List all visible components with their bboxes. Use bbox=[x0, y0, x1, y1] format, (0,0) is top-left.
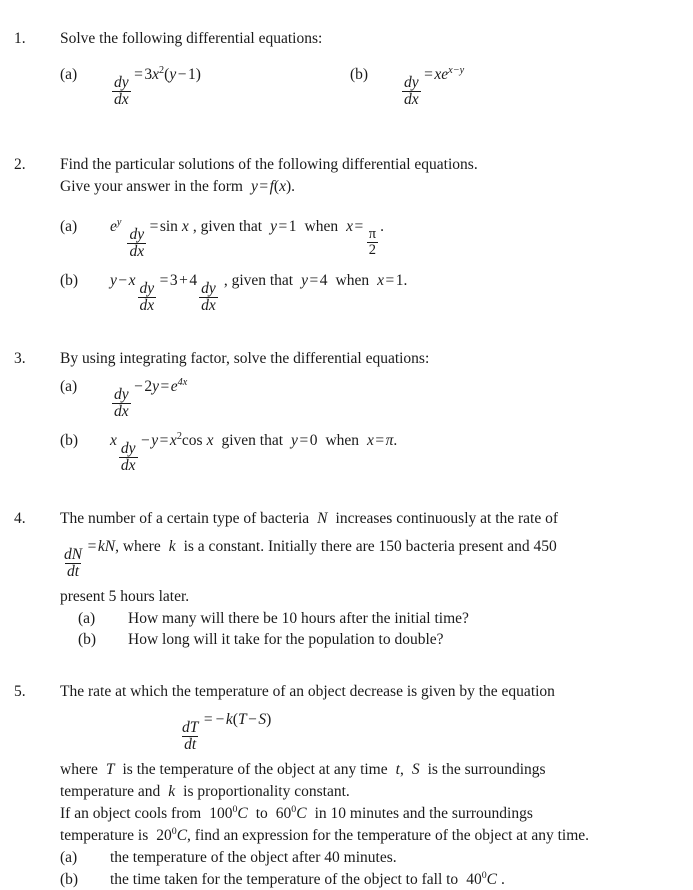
condition-x bbox=[346, 217, 380, 259]
fraction-denominator: dx bbox=[139, 296, 155, 314]
unit-celsius: C bbox=[237, 805, 248, 823]
question-2 bbox=[14, 154, 675, 314]
minus-sign: − bbox=[134, 377, 143, 395]
unit-celsius: C bbox=[486, 870, 497, 888]
fraction-denominator: dt bbox=[67, 562, 80, 580]
equals-sign: = bbox=[354, 217, 364, 235]
exponent: 4x bbox=[177, 376, 188, 388]
text-segment: the time taken for the temperature of the object to fall to bbox=[110, 870, 459, 888]
question-4-line-2 bbox=[60, 536, 675, 580]
text-segment: increases continuously at the rate of bbox=[335, 509, 559, 527]
fraction-denominator: dx bbox=[201, 296, 216, 314]
unit-celsius: C bbox=[296, 805, 307, 823]
question-4-part-a bbox=[60, 608, 675, 630]
paren-close: ) bbox=[266, 711, 272, 729]
question-3-part-a-equation bbox=[110, 376, 188, 420]
variable-x: x bbox=[181, 217, 189, 235]
exponent: 2 bbox=[176, 430, 182, 442]
question-4-line-1 bbox=[60, 508, 675, 530]
temperature-40C bbox=[466, 871, 497, 888]
question-4 bbox=[14, 508, 675, 651]
equals-sign: = bbox=[385, 271, 395, 289]
equals-sign: = bbox=[259, 177, 269, 195]
dy-dx-fraction bbox=[138, 281, 157, 314]
paren-close: ) bbox=[195, 66, 201, 83]
fraction-denominator: dx bbox=[114, 402, 129, 420]
text-segment: is a constant. Initially there are 150 bacteria present and 450 bbox=[183, 537, 557, 555]
equals-sign: = bbox=[299, 431, 309, 449]
minus-sign: − bbox=[215, 711, 225, 729]
text-segment: is the surroundings bbox=[427, 761, 546, 779]
question-2-part-a-label: (a) bbox=[60, 217, 78, 235]
minus-sign: − bbox=[141, 431, 150, 449]
value: 100 bbox=[209, 805, 233, 823]
dy-dx-fraction bbox=[112, 75, 131, 108]
dy-dx-fraction bbox=[119, 441, 138, 474]
question-1-part-b bbox=[350, 64, 675, 108]
equals-sign: = bbox=[149, 217, 159, 235]
question-2-part-b-label: (b) bbox=[60, 271, 79, 289]
degree-symbol: 0 bbox=[481, 869, 487, 881]
variable-T: T bbox=[237, 711, 247, 729]
temperature-20C bbox=[156, 827, 187, 844]
period: . bbox=[291, 177, 295, 195]
variable-x: x bbox=[128, 271, 136, 289]
question-4-part-a-text: How many will there be 10 hours after the initial time? bbox=[128, 609, 469, 627]
value: 1 bbox=[395, 271, 404, 289]
text-segment: where bbox=[60, 761, 98, 779]
question-3-part-b-label: (b) bbox=[60, 431, 79, 449]
fraction-numerator: dN bbox=[64, 545, 83, 563]
fraction-numerator: dT bbox=[182, 719, 199, 737]
temperature-100C bbox=[209, 805, 248, 822]
when-text: when bbox=[325, 431, 360, 449]
text-segment: , where bbox=[115, 537, 161, 555]
question-1-part-a-label: (a) bbox=[60, 66, 78, 83]
text-segment: If an object cools from bbox=[60, 805, 202, 823]
question-5-line-5 bbox=[60, 825, 675, 847]
variable-x: x bbox=[279, 177, 286, 195]
when-text: when bbox=[335, 271, 370, 289]
period: . bbox=[500, 870, 505, 888]
text-segment: temperature is bbox=[60, 827, 149, 845]
condition-x bbox=[377, 272, 403, 289]
question-4-line-3: present 5 hours later. bbox=[60, 587, 190, 605]
variable-y: y bbox=[301, 271, 309, 289]
question-3-part-a-label: (a) bbox=[60, 377, 78, 395]
degree-symbol: 0 bbox=[291, 803, 297, 815]
question-1-part-b-equation bbox=[400, 64, 465, 108]
variable-t: t bbox=[395, 761, 400, 779]
question-4-part-b-text: How long will it take for the population to double? bbox=[128, 631, 444, 649]
constant-k: k bbox=[168, 537, 176, 555]
fraction-numerator: π bbox=[368, 226, 377, 243]
condition-y bbox=[291, 432, 317, 449]
variable-x: x bbox=[367, 431, 374, 449]
dy-dx-fraction bbox=[112, 387, 131, 420]
when-text: when bbox=[304, 217, 339, 235]
value: 4 bbox=[319, 271, 328, 289]
equals-sign: = bbox=[424, 66, 433, 83]
paren-open: ( bbox=[164, 66, 170, 83]
question-5-equation bbox=[60, 709, 675, 753]
fraction-denominator: dx bbox=[114, 91, 129, 108]
exponent: x−y bbox=[448, 64, 465, 76]
fraction-numerator: dy bbox=[201, 279, 216, 297]
minus-sign: − bbox=[248, 711, 257, 729]
fraction-numerator: dy bbox=[120, 439, 136, 457]
dy-dx-fraction bbox=[127, 227, 146, 260]
value: 20 bbox=[156, 827, 172, 845]
given-that-text: , given that bbox=[192, 217, 263, 235]
prompt-text: Give your answer in the form bbox=[60, 177, 243, 195]
question-5-line-1: The rate at which the temperature of an object decrease is given by the equation bbox=[60, 683, 555, 701]
equals-sign: = bbox=[134, 66, 143, 83]
paren-open: ( bbox=[232, 711, 238, 729]
question-3-part-b bbox=[60, 430, 675, 474]
question-4-number: 4. bbox=[14, 509, 26, 527]
dN-dt-equation bbox=[60, 537, 116, 580]
fraction-denominator: dx bbox=[404, 91, 419, 108]
value: 40 bbox=[466, 870, 482, 888]
constant-three: 3 bbox=[169, 271, 178, 289]
given-that-text: given that bbox=[221, 431, 284, 449]
question-5-part-a-text: the temperature of the object after 40 minutes. bbox=[110, 849, 397, 867]
variable-x: x bbox=[377, 271, 384, 289]
question-4-part-b-label: (b) bbox=[78, 631, 97, 649]
text-segment: is proportionality constant. bbox=[183, 783, 350, 801]
equals-sign: = bbox=[159, 271, 169, 289]
question-5-part-b bbox=[60, 869, 675, 890]
variable-x: x bbox=[434, 66, 442, 83]
variable-x: x bbox=[110, 431, 117, 449]
variable-y: y bbox=[152, 377, 160, 395]
equals-sign: = bbox=[160, 377, 170, 395]
fraction-denominator: 2 bbox=[368, 242, 377, 259]
cos-operator: cos bbox=[181, 431, 203, 449]
question-2-prompt-line-2 bbox=[60, 176, 675, 198]
question-1-number: 1. bbox=[14, 30, 26, 47]
question-3-part-b-equation bbox=[110, 430, 214, 474]
sin-operator: sin bbox=[159, 217, 178, 235]
constant-four: 4 bbox=[189, 271, 198, 289]
question-5-line-3 bbox=[60, 781, 675, 803]
condition-y bbox=[301, 272, 327, 289]
constant-k: k bbox=[225, 711, 233, 729]
base-e: e bbox=[441, 66, 449, 83]
constant-k: k bbox=[168, 783, 176, 801]
question-4-part-a-label: (a) bbox=[78, 609, 96, 627]
period: . bbox=[393, 431, 398, 449]
variable-S: S bbox=[258, 711, 267, 729]
variable-y: y bbox=[169, 66, 177, 83]
equals-sign: = bbox=[159, 431, 169, 449]
text-segment: is the temperature of the object at any time bbox=[122, 761, 388, 779]
value: 0 bbox=[309, 431, 318, 449]
coefficient: 3 bbox=[144, 66, 153, 83]
question-5-part-b-text bbox=[110, 869, 675, 890]
question-3-number: 3. bbox=[14, 349, 26, 367]
question-5-number: 5. bbox=[14, 683, 26, 701]
fraction-numerator: dy bbox=[129, 226, 145, 243]
base-e: e bbox=[170, 377, 178, 395]
unit-celsius: C bbox=[176, 827, 188, 845]
minus-sign: − bbox=[177, 66, 187, 83]
variable-T: T bbox=[105, 761, 115, 779]
text-segment: temperature and bbox=[60, 783, 161, 801]
dN-dt-fraction bbox=[62, 547, 84, 580]
question-5-line-4 bbox=[60, 803, 675, 825]
variable-x: x bbox=[206, 431, 214, 449]
degree-symbol: 0 bbox=[171, 825, 177, 837]
plus-sign: + bbox=[179, 271, 188, 289]
value-pi: π bbox=[385, 431, 394, 449]
fraction-numerator: dy bbox=[114, 385, 129, 403]
question-4-part-b bbox=[60, 629, 675, 651]
variable-y: y bbox=[151, 431, 159, 449]
value: 60 bbox=[275, 805, 292, 823]
question-5 bbox=[14, 681, 675, 890]
question-2-part-b bbox=[60, 270, 675, 314]
fraction-numerator: dy bbox=[404, 74, 419, 92]
variable-y: y bbox=[291, 431, 298, 449]
variable-y: y bbox=[250, 177, 258, 195]
variable-N: N bbox=[104, 537, 116, 555]
fraction-numerator: dy bbox=[114, 74, 129, 92]
coefficient: 2 bbox=[144, 377, 153, 395]
exponent-y: y bbox=[116, 216, 122, 228]
period: . bbox=[403, 271, 408, 289]
paren-open: ( bbox=[273, 177, 280, 195]
value: 1 bbox=[288, 217, 297, 235]
question-1 bbox=[14, 28, 675, 108]
equals-sign: = bbox=[203, 711, 213, 729]
dT-dt-fraction bbox=[180, 720, 200, 753]
text-segment: to bbox=[255, 805, 268, 823]
question-1-part-a bbox=[60, 64, 350, 108]
question-1-part-a-equation bbox=[110, 64, 201, 108]
equals-sign: = bbox=[309, 271, 319, 289]
question-5-part-a bbox=[60, 847, 675, 869]
equals-sign: = bbox=[375, 431, 385, 449]
fraction-denominator: dx bbox=[129, 242, 145, 260]
degree-symbol: 0 bbox=[232, 803, 238, 815]
period: . bbox=[380, 217, 384, 235]
variable-x: x bbox=[169, 431, 177, 449]
exponent: 2 bbox=[159, 64, 165, 76]
question-5-part-a-label: (a) bbox=[60, 849, 78, 867]
condition-x bbox=[367, 432, 393, 449]
question-3-prompt: By using integrating factor, solve the differential equations: bbox=[60, 349, 430, 367]
minus-sign: − bbox=[118, 271, 128, 289]
form-expression bbox=[251, 178, 291, 195]
question-3-part-a bbox=[60, 376, 675, 420]
variable-x: x bbox=[152, 66, 160, 83]
question-5-part-b-label: (b) bbox=[60, 870, 79, 888]
text-segment: The number of a certain type of bacteria bbox=[60, 509, 310, 527]
question-2-number: 2. bbox=[14, 155, 26, 173]
fraction-denominator: dx bbox=[120, 456, 136, 474]
fraction-numerator: dy bbox=[139, 279, 155, 297]
text-segment: , find an expression for the temperature of the object at any time. bbox=[187, 827, 590, 845]
temperature-60C bbox=[276, 805, 307, 822]
question-2-prompt-line-1: Find the particular solutions of the following differential equations. bbox=[60, 155, 478, 173]
constant-one: 1 bbox=[187, 66, 196, 83]
variable-y: y bbox=[110, 271, 117, 289]
variable-N: N bbox=[317, 509, 328, 527]
dy-dx-fraction-2 bbox=[199, 281, 218, 314]
question-3 bbox=[14, 348, 675, 474]
fraction-denominator: dt bbox=[184, 736, 197, 754]
variable-x: x bbox=[346, 217, 353, 235]
dy-dx-fraction bbox=[402, 75, 421, 108]
constant-k: k bbox=[97, 537, 105, 555]
function-f: f bbox=[269, 177, 274, 195]
equals-sign: = bbox=[278, 217, 288, 235]
question-1-part-b-label: (b) bbox=[350, 66, 369, 83]
question-5-line-2 bbox=[60, 759, 675, 781]
equals-sign: = bbox=[87, 537, 97, 555]
variable-y: y bbox=[270, 217, 278, 235]
paren-close: ) bbox=[285, 177, 292, 195]
question-2-part-b-equation bbox=[110, 271, 220, 314]
pi-over-two-fraction bbox=[367, 227, 378, 258]
base-e: e bbox=[110, 217, 117, 235]
text-segment: in 10 minutes and the surroundings bbox=[314, 805, 533, 823]
question-2-part-a bbox=[60, 216, 675, 260]
given-that-text: , given that bbox=[223, 271, 294, 289]
newtons-cooling-equation bbox=[178, 711, 272, 754]
question-2-part-a-equation bbox=[110, 216, 189, 260]
comma: , bbox=[399, 761, 404, 779]
variable-S: S bbox=[411, 761, 420, 779]
condition-y bbox=[270, 218, 296, 235]
question-1-prompt: Solve the following differential equations: bbox=[60, 30, 323, 47]
